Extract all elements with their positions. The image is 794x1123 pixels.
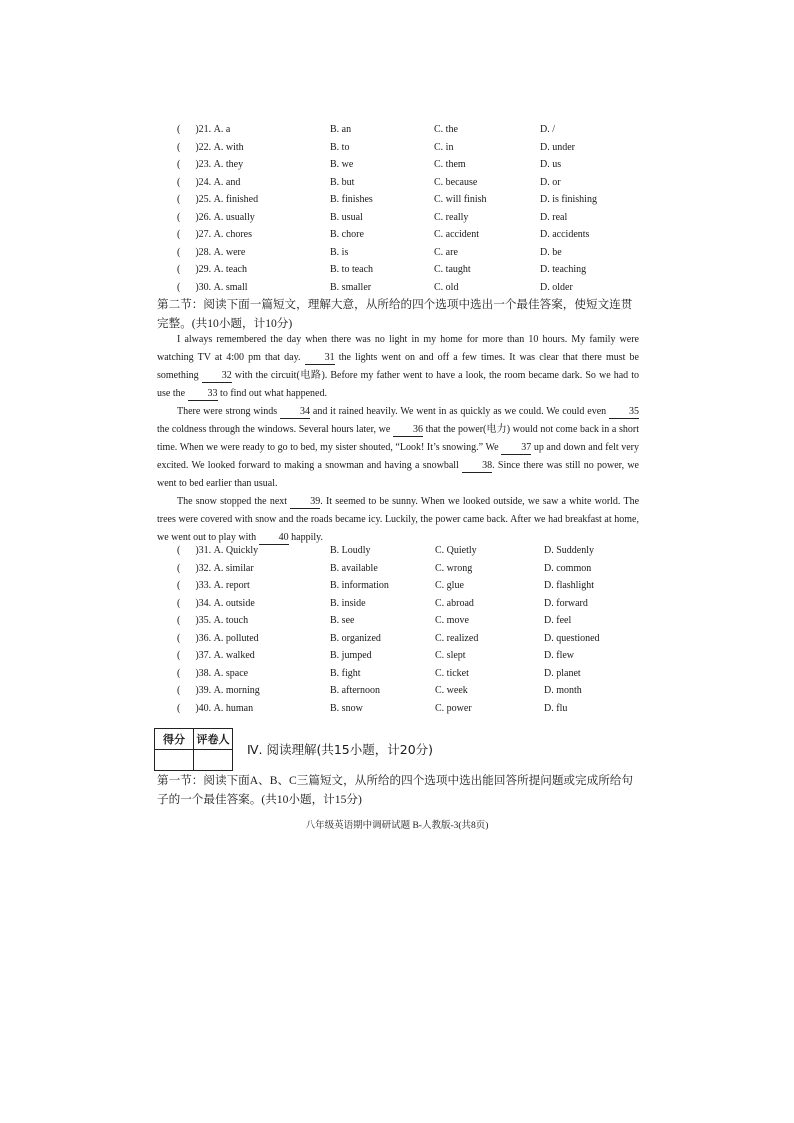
option-a: with: [225, 141, 244, 153]
option-b: B. usual: [330, 211, 363, 223]
passage-text: . It seemed to be sunny. When we looked outside, we saw a white world. The trees were covered with snow and the roads became icy. Luckily, the power came back. After we had breakfast at home, we went out to play with: [157, 496, 640, 543]
passage-text: . Since there was still no power, we went to bed earlier than usual.: [157, 460, 639, 489]
option-c-text: really: [445, 211, 469, 223]
option-c-text: are: [445, 246, 458, 258]
passage-text: with the circuit(电路). Before my father went to have a look, the room became dark. So we had to use the: [157, 370, 639, 399]
option-c: C. realized: [435, 632, 479, 644]
answer-paren: ( )40. A. human: [177, 702, 254, 714]
option-d: D. teaching: [540, 264, 587, 275]
option-c: C. in: [434, 141, 454, 153]
option-c-text: slept: [446, 650, 466, 661]
option-d-text: planet: [556, 667, 581, 679]
passage-text: up and down and felt very excited. We looked forward to making a snowman and having a snowball: [157, 442, 639, 471]
cloze-passage: [157, 331, 639, 547]
option-b: B. organized: [330, 632, 381, 644]
option-a: usually: [225, 211, 255, 223]
answer-paren: ( )29. A. teach: [177, 264, 247, 275]
answer-paren: ( )24. A. and: [177, 176, 241, 188]
option-c-text: glue: [446, 580, 464, 591]
option-c: C. are: [434, 246, 458, 258]
option-d: D. /: [540, 124, 556, 135]
option-b-text: smaller: [341, 281, 372, 293]
option-d: D. feel: [544, 615, 572, 626]
passage-text: There were strong winds: [177, 406, 281, 417]
option-c: C. power: [435, 702, 472, 714]
option-d: D. month: [544, 685, 582, 696]
option-d: D. or: [540, 176, 561, 188]
option-c-text: old: [445, 281, 459, 293]
score-cell[interactable]: [155, 750, 194, 771]
section1-instruction: 第一节：阅读下面A、B、C三篇短文，从所给的四个选项中选出能回答所提问题或完成所给句子的一个最佳答案。(共10小题，计15分): [157, 774, 633, 806]
answer-paren: ( )32. A. similar: [177, 562, 254, 574]
option-c: C. Quietly: [435, 545, 477, 556]
section2-instruction: 第二节：阅读下面一篇短文，理解大意，从所给的四个选项中选出一个最佳答案，使短文连贯完整。(共10小题，计10分): [157, 298, 633, 330]
option-b-text: snow: [341, 702, 363, 714]
option-a: Quickly: [225, 545, 259, 556]
passage-text: happily.: [288, 532, 324, 543]
option-c: C. the: [434, 124, 458, 135]
option-d-text: real: [552, 211, 568, 223]
option-b-text: is: [341, 246, 349, 258]
option-b: B. to: [330, 141, 350, 153]
option-a: finished: [225, 194, 259, 205]
option-a: touch: [225, 615, 249, 626]
answer-paren: ( )34. A. outside: [177, 597, 255, 609]
option-a: polluted: [225, 632, 259, 644]
blank-33: 33: [188, 387, 218, 401]
option-d-text: us: [552, 159, 562, 170]
answer-paren: ( )26. A. usually: [177, 211, 255, 223]
answer-paren: ( )35. A. touch: [177, 615, 249, 626]
option-c-text: the: [445, 124, 458, 135]
option-a: a: [225, 124, 231, 135]
option-b-text: but: [341, 176, 355, 188]
option-a: morning: [225, 685, 260, 696]
option-b: B. finishes: [330, 194, 373, 205]
option-c: C. because: [434, 176, 478, 188]
option-d-text: older: [552, 281, 573, 293]
option-d-text: forward: [556, 597, 588, 609]
option-b-text: see: [341, 615, 355, 626]
answer-paren: ( )33. A. report: [177, 580, 250, 591]
option-d: D. is finishing: [540, 194, 597, 205]
option-a: chores: [225, 229, 252, 240]
option-a: human: [225, 702, 254, 714]
option-d: D. questioned: [544, 632, 600, 644]
option-b-text: information: [341, 580, 389, 591]
option-d-text: questioned: [556, 632, 600, 644]
option-b-text: finishes: [341, 194, 373, 205]
passage-paragraph-3: [157, 493, 639, 547]
blank-37: 37: [501, 441, 531, 455]
passage-text: The snow stopped the next: [177, 496, 291, 507]
option-a: teach: [225, 264, 247, 275]
option-c: C. ticket: [435, 667, 469, 679]
option-b-text: inside: [341, 597, 366, 609]
option-c: C. slept: [435, 650, 466, 661]
part4-title: Ⅳ. 阅读理解(共15小题，计20分): [247, 742, 434, 757]
option-c-text: them: [445, 159, 466, 170]
option-c-text: in: [445, 141, 454, 153]
option-b: B. see: [330, 615, 355, 626]
option-d-text: Suddenly: [556, 545, 595, 556]
option-c: C. wrong: [435, 562, 473, 574]
blank-38: 38: [462, 459, 492, 473]
option-c-text: will finish: [445, 194, 487, 205]
option-b-text: to teach: [341, 264, 374, 275]
passage-paragraph-2: [157, 403, 639, 493]
option-c-text: accident: [445, 229, 479, 240]
option-c: C. taught: [434, 264, 471, 275]
answer-paren: ( )28. A. were: [177, 246, 246, 258]
passage-text: the coldness through the windows. Several hours later, we: [157, 424, 393, 435]
option-a: similar: [225, 562, 254, 574]
option-d: D. flashlight: [544, 580, 595, 591]
option-c: C. accident: [434, 229, 479, 240]
option-b-text: to: [341, 141, 350, 153]
blank-36: 36: [393, 423, 423, 437]
option-c-text: power: [446, 702, 472, 714]
option-d-text: /: [552, 124, 556, 135]
option-a: space: [225, 667, 249, 679]
option-a: outside: [225, 597, 255, 609]
option-a: report: [225, 580, 250, 591]
option-a: and: [225, 176, 241, 188]
option-a: they: [225, 159, 244, 170]
answer-paren: ( )23. A. they: [177, 159, 244, 170]
passage-text: I always remembered the day when there was no light in my home for more than 10 hours. My family were watching TV at 4:00 pm that day.: [157, 334, 639, 363]
answer-paren: ( )31. A. Quickly: [177, 545, 259, 556]
option-c-text: realized: [446, 632, 479, 644]
option-b-text: afternoon: [341, 685, 380, 696]
option-c-text: taught: [445, 264, 471, 275]
option-b: B. is: [330, 246, 349, 258]
option-b: B. but: [330, 176, 355, 188]
option-d-text: feel: [556, 615, 572, 626]
option-a: were: [225, 246, 246, 258]
option-d-text: be: [552, 246, 562, 258]
option-c: C. will finish: [434, 194, 487, 205]
option-c: C. them: [434, 159, 466, 170]
option-b-text: we: [341, 159, 354, 170]
option-b: B. Loudly: [330, 545, 371, 556]
passage-text: and it rained heavily. We went in as quickly as we could. We could even: [310, 406, 609, 417]
option-d-text: or: [552, 176, 561, 188]
option-b: B. fight: [330, 667, 361, 679]
answer-paren: ( )27. A. chores: [177, 229, 252, 240]
option-c-text: because: [445, 176, 478, 188]
option-d: D. flu: [544, 702, 568, 714]
option-b-text: available: [341, 562, 378, 574]
option-b: B. smaller: [330, 281, 372, 293]
answer-paren: ( )21. A. a: [177, 124, 231, 135]
option-d-text: accidents: [552, 229, 590, 240]
option-d-text: month: [556, 685, 582, 696]
option-d: D. Suddenly: [544, 545, 595, 556]
option-b: B. inside: [330, 597, 366, 609]
option-d: D. planet: [544, 667, 581, 679]
blank-31: 31: [305, 351, 335, 365]
option-c-text: abroad: [446, 597, 474, 609]
option-b: B. afternoon: [330, 685, 380, 696]
answer-paren: ( )22. A. with: [177, 141, 244, 153]
option-d-text: common: [556, 562, 592, 574]
answer-paren: ( )37. A. walked: [177, 650, 255, 661]
blank-35: 35: [609, 405, 639, 419]
option-d-text: flu: [556, 702, 568, 714]
option-b-text: an: [341, 124, 352, 135]
option-b-text: chore: [341, 229, 364, 240]
option-d: D. common: [544, 562, 592, 574]
option-c: C. old: [434, 281, 459, 293]
option-d: D. real: [540, 211, 568, 223]
option-d: D. accidents: [540, 229, 590, 240]
option-a: small: [225, 281, 248, 293]
passage-text: the lights went on and off a few times. It was clear that there must be something: [157, 352, 639, 381]
option-d: D. forward: [544, 597, 588, 609]
score-box: [154, 728, 233, 771]
option-d-text: is finishing: [552, 194, 597, 205]
blank-32: 32: [202, 369, 232, 383]
option-b-text: fight: [341, 667, 361, 679]
option-b: B. an: [330, 124, 352, 135]
grader-label: 评卷人: [194, 729, 233, 750]
option-b: B. to teach: [330, 264, 374, 275]
option-d: D. older: [540, 281, 573, 293]
option-c-text: Quietly: [446, 545, 477, 556]
answer-paren: ( )39. A. morning: [177, 685, 260, 696]
option-b: B. chore: [330, 229, 364, 240]
option-c: C. glue: [435, 580, 464, 591]
option-b: B. we: [330, 159, 354, 170]
option-b-text: Loudly: [341, 545, 371, 556]
option-d-text: teaching: [552, 264, 587, 275]
option-b: B. available: [330, 562, 378, 574]
option-c: C. abroad: [435, 597, 474, 609]
option-b: B. jumped: [330, 650, 372, 661]
option-c-text: move: [446, 615, 469, 626]
option-d-text: under: [552, 141, 576, 153]
option-c-text: week: [446, 685, 468, 696]
passage-paragraph-1: [157, 331, 639, 403]
answer-paren: ( )38. A. space: [177, 667, 249, 679]
grader-cell[interactable]: [194, 750, 233, 771]
blank-34: 34: [280, 405, 310, 419]
blank-40: 40: [259, 531, 289, 545]
option-c: C. move: [435, 615, 469, 626]
answer-paren: ( )30. A. small: [177, 281, 248, 293]
option-a: walked: [225, 650, 255, 661]
option-c-text: ticket: [446, 667, 469, 679]
option-d: D. under: [540, 141, 576, 153]
option-d-text: flashlight: [556, 580, 595, 591]
answer-paren: ( )25. A. finished: [177, 194, 259, 205]
option-b-text: organized: [341, 632, 381, 644]
page-footer: 八年级英语期中调研试题 B-人教版-3(共8页): [305, 821, 489, 831]
option-b-text: jumped: [341, 650, 372, 661]
option-c-text: wrong: [446, 562, 473, 574]
blank-39: 39: [290, 495, 320, 509]
option-b: B. information: [330, 580, 389, 591]
passage-text: to find out what happened.: [217, 388, 327, 399]
option-c: C. week: [435, 685, 468, 696]
answer-paren: ( )36. A. polluted: [177, 632, 259, 644]
option-d: D. flew: [544, 650, 575, 661]
option-d: D. us: [540, 159, 562, 170]
option-d: D. be: [540, 246, 562, 258]
option-c: C. really: [434, 211, 469, 223]
option-b: B. snow: [330, 702, 363, 714]
passage-text: that the power(电力) would not come back in a short time. When we were ready to go to bed, my sister shouted, “Look! It’s snowing.” We: [157, 424, 640, 453]
score-label: 得分: [155, 729, 194, 750]
option-b-text: usual: [341, 211, 363, 223]
option-d-text: flew: [556, 650, 575, 661]
